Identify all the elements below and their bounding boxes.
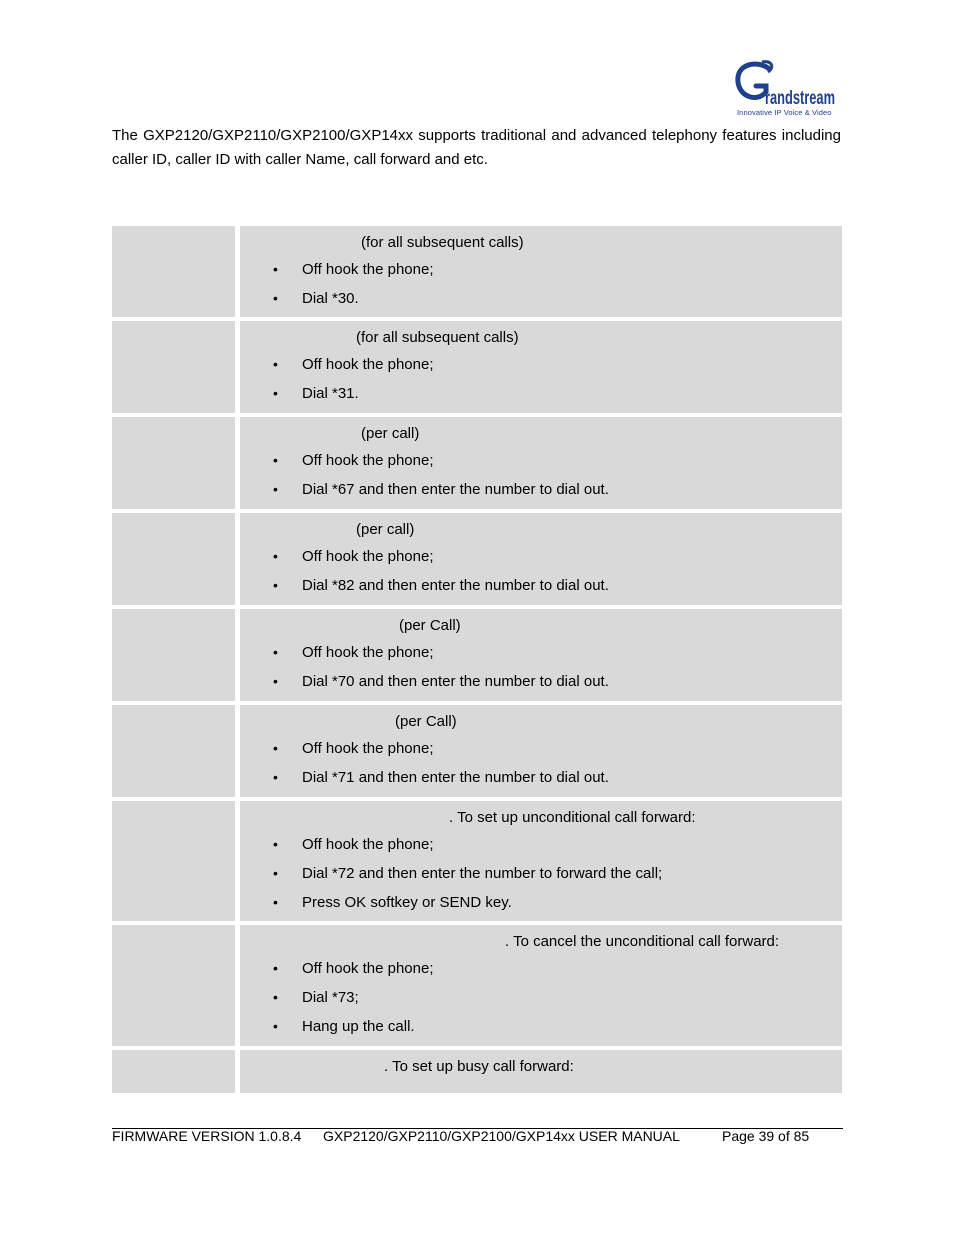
feature-description-cell (240, 609, 842, 701)
feature-label-cell (112, 513, 235, 605)
feature-description-cell (240, 226, 842, 317)
table-row (112, 801, 842, 921)
feature-description-cell (240, 1050, 842, 1093)
feature-code-table (112, 226, 842, 1097)
list-item: • Hang up the call. (240, 1016, 842, 1037)
footer-manual-title: GXP2120/GXP2110/GXP2100/GXP14xx USER MANUAL (323, 1128, 680, 1144)
list-item: • Off hook the phone; (240, 958, 842, 979)
list-item: • Dial *71 and then enter the number to dial out. (240, 767, 842, 788)
list-item: • Dial *30. (240, 288, 842, 309)
feature-description-cell (240, 705, 842, 797)
list-item: • Off hook the phone; (240, 642, 842, 663)
footer-firmware-version: FIRMWARE VERSION 1.0.8.4 (112, 1128, 302, 1144)
feature-label-cell (112, 609, 235, 701)
intro-paragraph: The GXP2120/GXP2110/GXP2100/GXP14xx supports traditional and advanced telephony features including caller ID, caller ID with caller Name, call forward and etc. (112, 127, 841, 168)
list-item: • Off hook the phone; (240, 738, 842, 759)
row-heading: (per Call) (395, 713, 457, 730)
list-item: • Off hook the phone; (240, 450, 842, 471)
footer-page-number: Page 39 of 85 (722, 1128, 810, 1144)
list-item: • Off hook the phone; (240, 354, 842, 375)
table-row (112, 1050, 842, 1093)
feature-label-cell (112, 1050, 235, 1093)
feature-description-cell (240, 801, 842, 921)
feature-description-cell (240, 925, 842, 1046)
row-heading: (for all subsequent calls) (361, 234, 524, 251)
logo-tagline: Innovative IP Voice & Video (737, 108, 832, 117)
row-heading: . To set up busy call forward: (384, 1058, 574, 1075)
table-row (112, 417, 842, 509)
feature-label-cell (112, 801, 235, 921)
list-item: • Dial *82 and then enter the number to dial out. (240, 575, 842, 596)
table-row (112, 513, 842, 605)
list-item: • Off hook the phone; (240, 834, 842, 855)
feature-description-cell (240, 417, 842, 509)
feature-description-cell (240, 321, 842, 413)
feature-label-cell (112, 321, 235, 413)
feature-label-cell (112, 226, 235, 317)
list-item: • Off hook the phone; (240, 546, 842, 567)
table-row (112, 226, 842, 317)
row-heading: (for all subsequent calls) (356, 329, 519, 346)
feature-label-cell (112, 417, 235, 509)
row-heading: (per call) (356, 521, 415, 538)
svg-text:randstream: randstream (765, 88, 835, 109)
list-item: • Dial *73; (240, 987, 842, 1008)
feature-description-cell (240, 513, 842, 605)
list-item: • Dial *70 and then enter the number to dial out. (240, 671, 842, 692)
row-heading: (per call) (361, 425, 420, 442)
row-heading: . To set up unconditional call forward: (449, 809, 696, 826)
list-item: • Off hook the phone; (240, 259, 842, 280)
list-item: • Dial *31. (240, 383, 842, 404)
list-item: • Dial *67 and then enter the number to dial out. (240, 479, 842, 500)
feature-label-cell (112, 705, 235, 797)
table-row (112, 321, 842, 413)
table-row (112, 705, 842, 797)
table-row (112, 609, 842, 701)
feature-label-cell (112, 925, 235, 1046)
row-heading: . To cancel the unconditional call forward: (505, 933, 780, 950)
row-heading: (per Call) (399, 617, 461, 634)
table-row (112, 925, 842, 1046)
list-item: • Press OK softkey or SEND key. (240, 892, 842, 913)
list-item: • Dial *72 and then enter the number to forward the call; (240, 863, 842, 884)
